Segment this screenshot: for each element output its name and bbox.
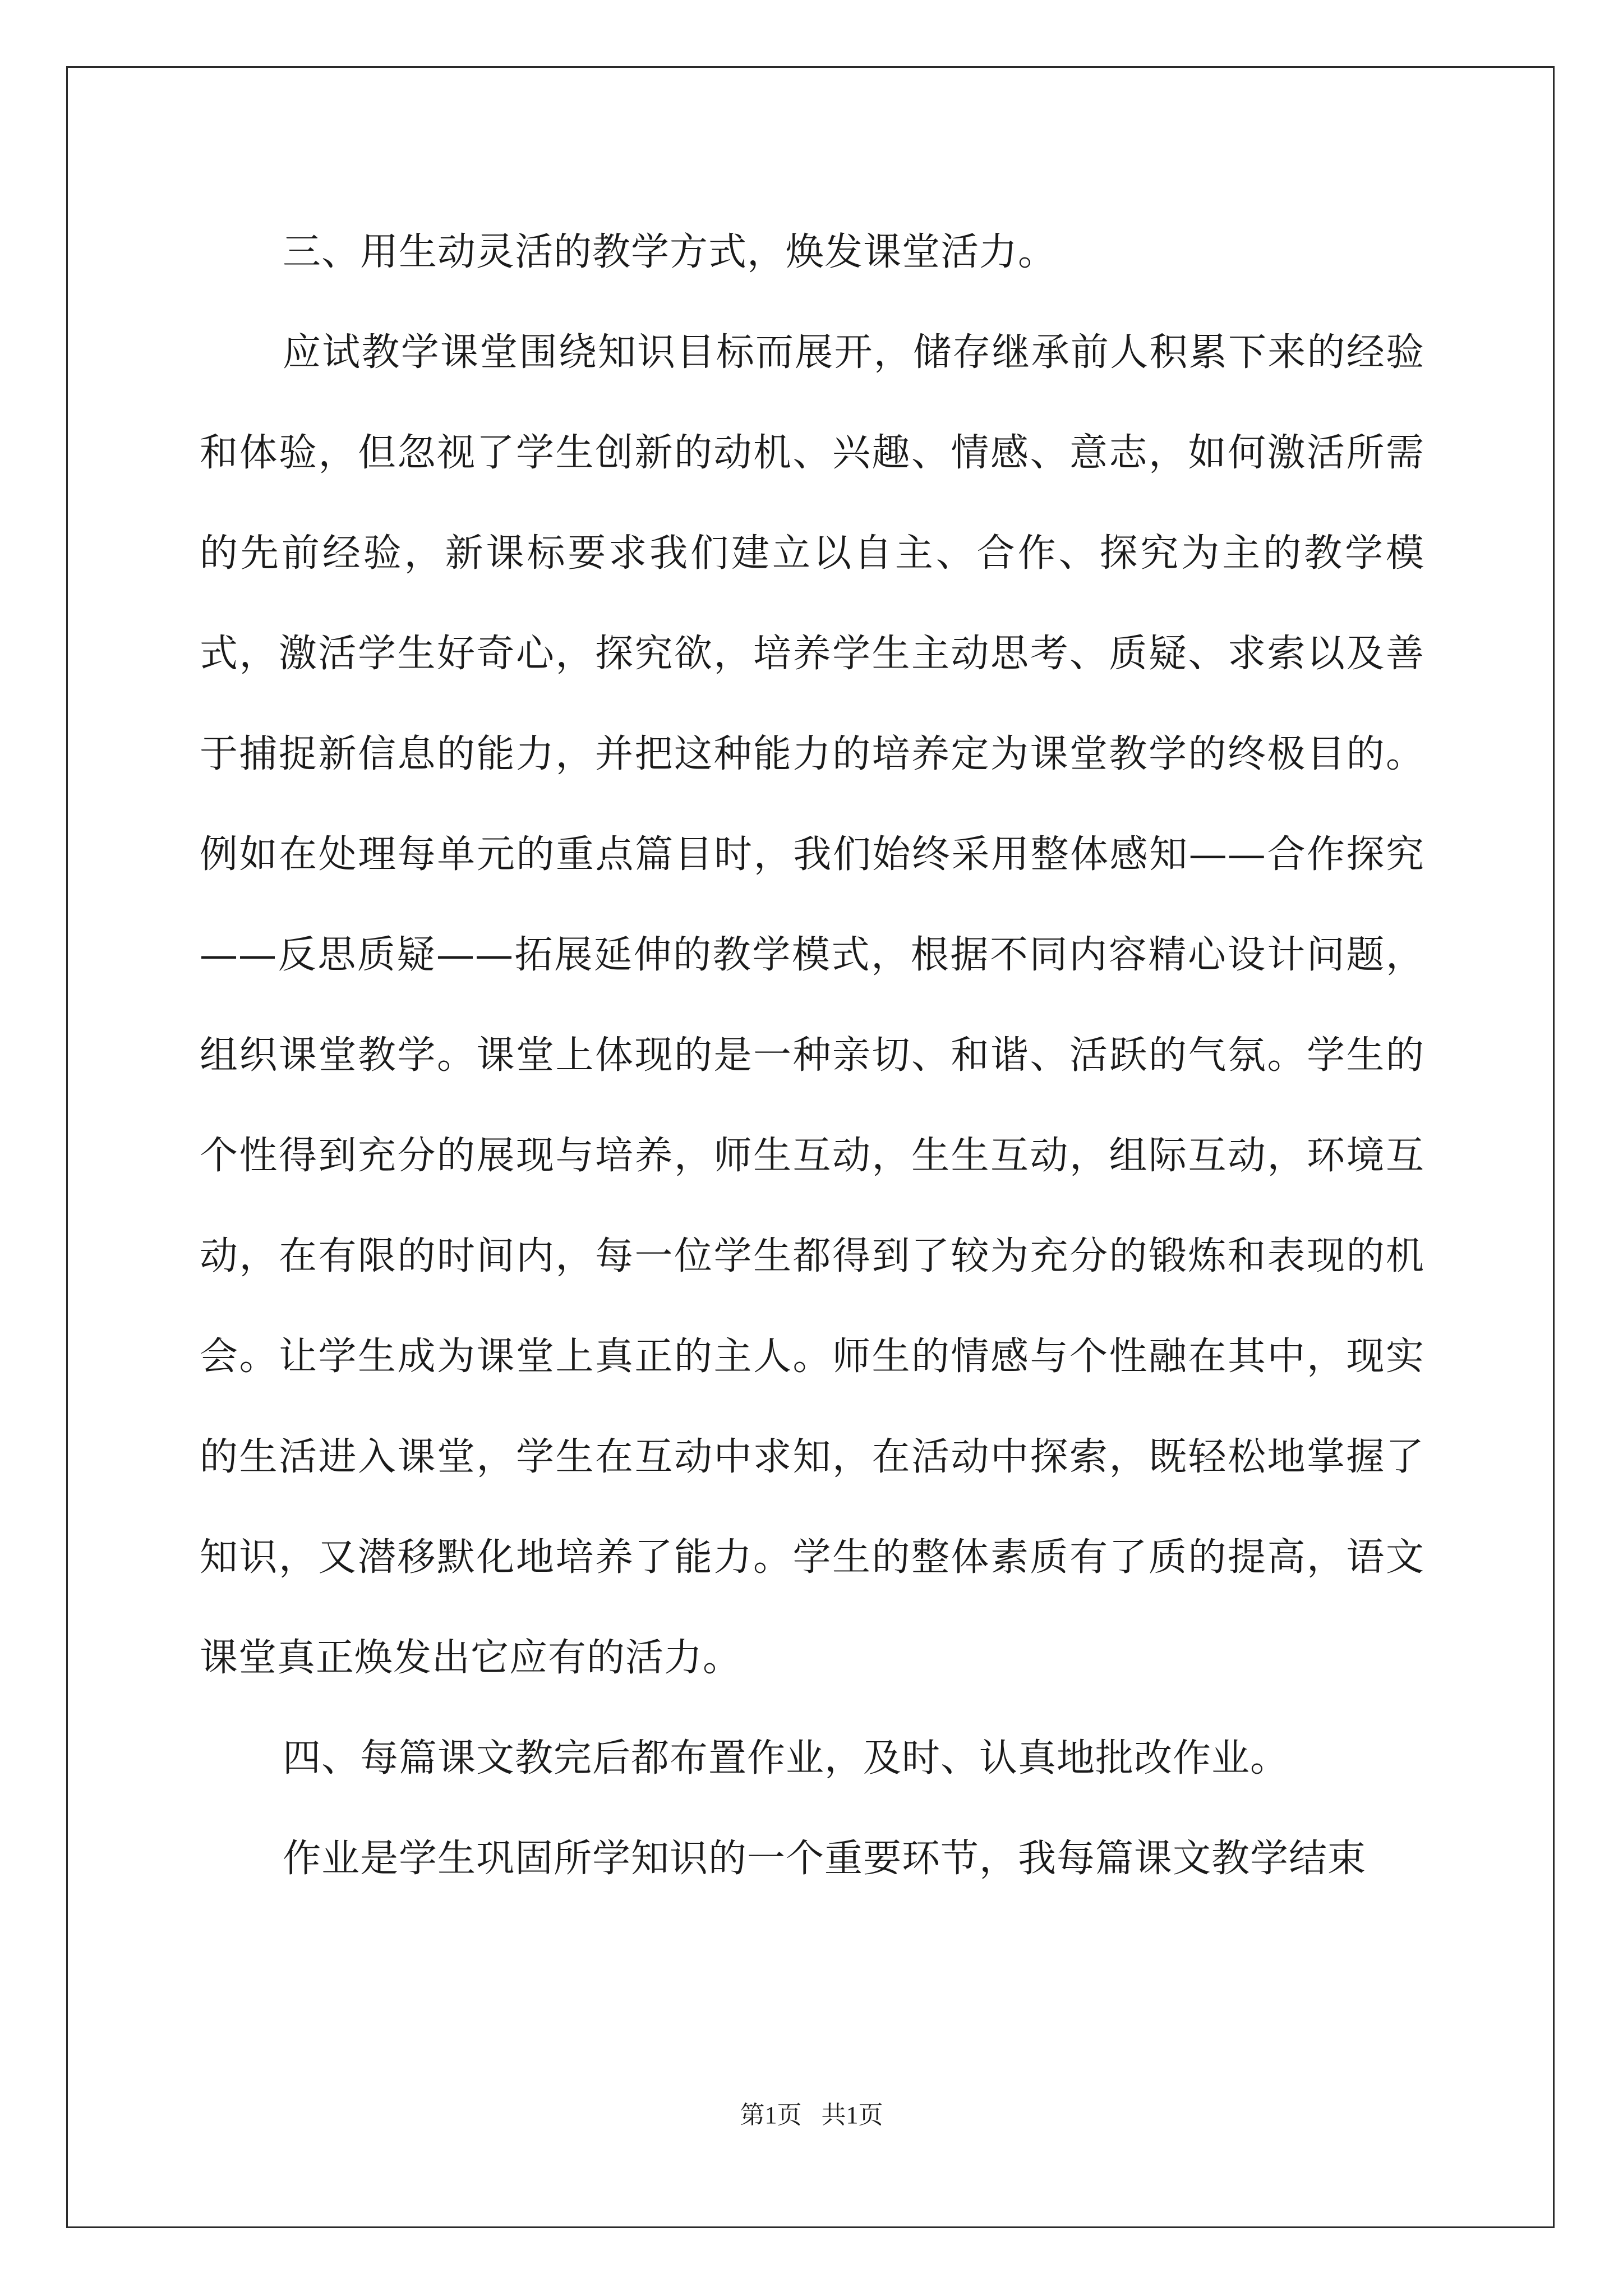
body-paragraph: 应试教学课堂围绕知识目标而展开，储存继承前人积累下来的经验和体验，但忽视了学生创新的动机、兴趣、情感、意志，如何激活所需的先前经验，新课标要求我们建立以自主、合作、探究为主的教学模式，激活学生好奇心，探究欲，培养学生主动思考、质疑、求索以及善于捕捉新信息的能力，并把这种能力的培养定为课堂教学的终极目的。例如在处理每单元的重点篇目时，我们始终采用整体感知——合作探究——反思质疑——拓展延伸的教学模式，根据不同内容精心设计问题，组织课堂教学。课堂上体现的是一种亲切、和谐、活跃的气氛。学生的个性得到充分的展现与培养，师生互动，生生互动，组际互动，环境互动，在有限的时间内，每一位学生都得到了较为充分的锻炼和表现的机会。让学生成为课堂上真正的主人。师生的情感与个性融在其中，现实的生活进入课堂，学生在互动中求知，在活动中探索，既轻松地掌握了知识，又潜移默化地培养了能力。学生的整体素质有了质的提高，语文课堂真正焕发出它应有的活力。	[200, 330, 1424, 1680]
page-number-total: 共1页	[821, 2101, 883, 2129]
document-body	[200, 202, 1424, 1909]
section-heading-three: 三、用生动灵活的教学方式，焕发课堂活力。	[283, 230, 1057, 274]
page-footer	[0, 2095, 1623, 2131]
body-paragraph-truncated: 作业是学生巩固所学知识的一个重要环节，我每篇课文教学结束	[283, 1837, 1367, 1881]
page-number-current: 第1页	[740, 2101, 802, 2129]
section-heading-four: 四、每篇课文教完后都布置作业，及时、认真地批改作业。	[283, 1736, 1289, 1780]
